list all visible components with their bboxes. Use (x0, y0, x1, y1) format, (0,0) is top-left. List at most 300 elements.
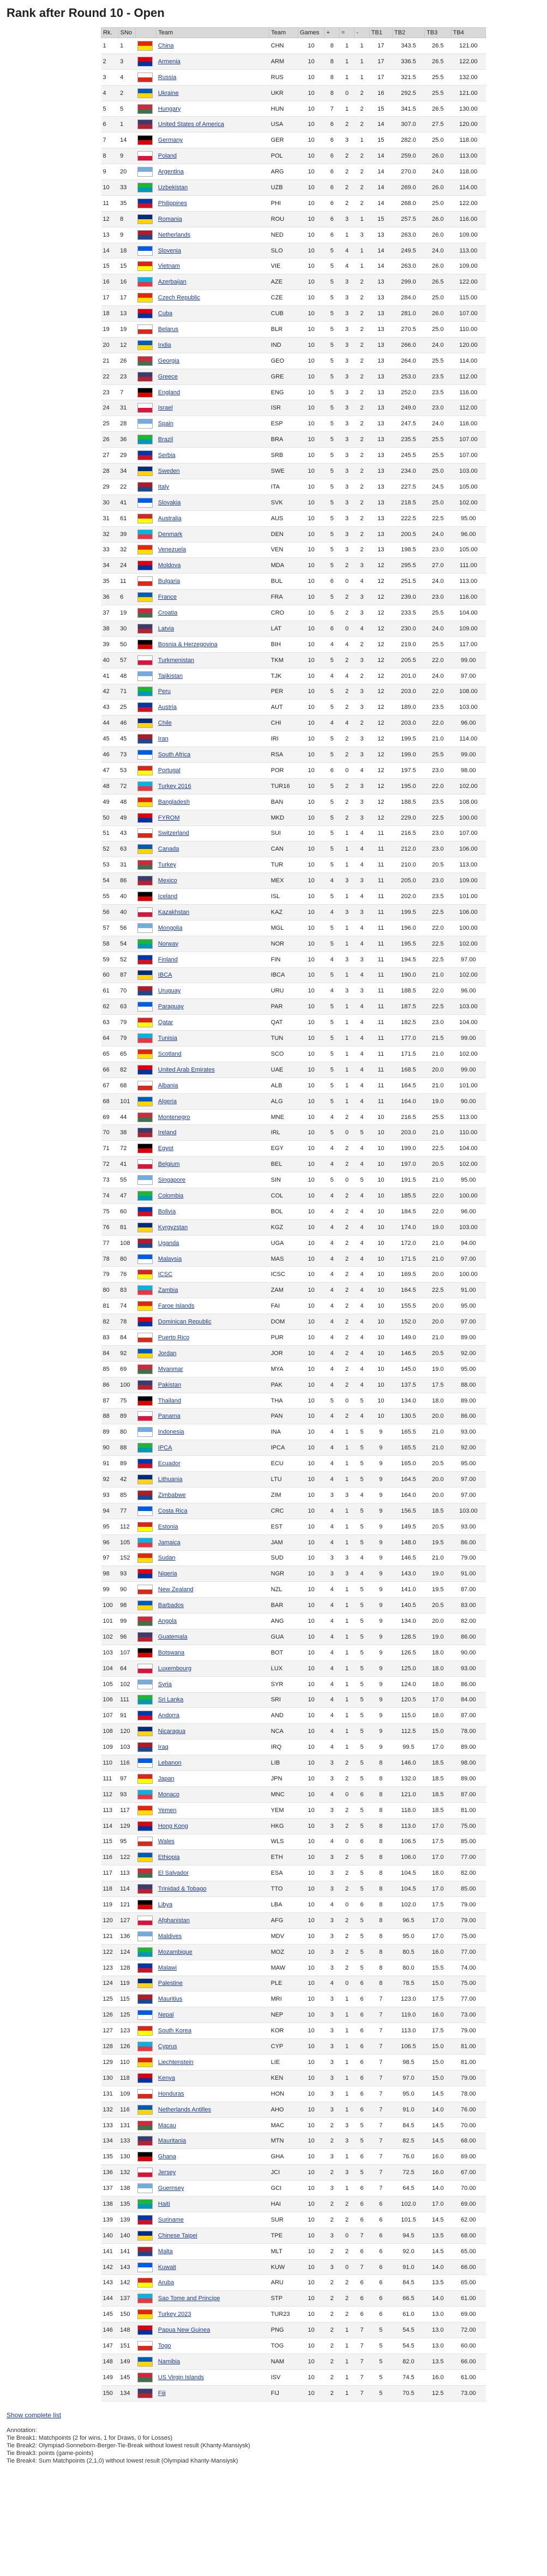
team-link[interactable]: Dominican Republic (158, 1319, 212, 1326)
table-cell: 3 (339, 495, 354, 510)
table-cell: 4 (354, 1330, 369, 1346)
team-link[interactable]: Papua New Guinea (158, 2327, 211, 2334)
team-link[interactable]: South Korea (158, 2027, 191, 2035)
team-link[interactable]: Vietnam (158, 263, 180, 270)
table-cell: 19.0 (425, 1361, 452, 1377)
team-link[interactable]: Hong Kong (158, 1822, 188, 1829)
table-cell: SCO (269, 1046, 298, 1062)
table-cell: 10 (298, 904, 324, 920)
flag-cell (136, 762, 157, 778)
team-link[interactable]: Myanmar (158, 1365, 183, 1373)
flag-icon (137, 1837, 153, 1846)
team-link[interactable]: Nigeria (158, 1570, 177, 1578)
table-cell: 202.0 (392, 889, 424, 905)
team-link[interactable]: England (158, 389, 181, 396)
team-link[interactable]: Ethiopia (158, 1854, 180, 1861)
team-link[interactable]: Jordan (158, 1350, 177, 1357)
table-cell: 4 (354, 1361, 369, 1377)
team-link[interactable]: Wales (158, 1838, 175, 1845)
table-cell: 10 (298, 1345, 324, 1361)
team-link[interactable]: Liechtenstein (158, 2059, 194, 2066)
team-link[interactable]: Portugal (158, 767, 181, 774)
team-link[interactable]: Greece (158, 373, 178, 380)
table-row (101, 306, 486, 322)
table-cell: 9 (369, 1708, 392, 1724)
table-cell: TKM (269, 652, 298, 668)
team-link[interactable]: Trinidad & Tobago (158, 1886, 207, 1893)
table-row (101, 117, 486, 133)
team-link[interactable]: Pakistan (158, 1381, 181, 1388)
team-link[interactable]: Denmark (158, 531, 183, 538)
table-cell: SUR (269, 2212, 298, 2228)
team-link[interactable]: Yemen (158, 1807, 177, 1814)
team-link[interactable]: New Zealand (158, 1586, 194, 1593)
team-link[interactable]: Haiti (158, 2200, 170, 2207)
flag-icon (137, 2136, 153, 2146)
team-link[interactable]: US Virgin Islands (158, 2374, 204, 2381)
table-cell: 4 (354, 1046, 369, 1062)
team-link[interactable]: Japan (158, 1775, 175, 1782)
table-cell: 93.00 (451, 1424, 485, 1440)
team-name-cell (157, 715, 269, 731)
team-link[interactable]: Suriname (158, 2216, 184, 2223)
team-link[interactable]: Belarus (158, 326, 179, 333)
table-cell: 321.5 (392, 69, 424, 85)
table-cell: 10 (298, 936, 324, 952)
team-link[interactable]: Malta (158, 2248, 173, 2255)
flag-icon (137, 1143, 153, 1153)
team-link[interactable]: Armenia (158, 58, 181, 65)
team-link[interactable]: Serbia (158, 452, 176, 459)
team-link[interactable]: Iceland (158, 893, 178, 900)
table-row (101, 2385, 486, 2401)
table-cell: 10 (298, 1235, 324, 1251)
team-link[interactable]: Norway (158, 940, 179, 947)
team-link[interactable]: Ukraine (158, 89, 179, 97)
table-cell: 4 (354, 1062, 369, 1078)
team-link[interactable]: Mexico (158, 877, 177, 884)
team-link[interactable]: Estonia (158, 1523, 178, 1530)
table-cell: 10 (298, 2307, 324, 2322)
table-cell: EST (269, 1519, 298, 1534)
table-cell: 10 (298, 1645, 324, 1660)
table-cell: 252.0 (392, 384, 424, 400)
table-cell: 10 (298, 2117, 324, 2133)
team-link[interactable]: Singapore (158, 1177, 185, 1184)
team-link[interactable]: Philippines (158, 200, 187, 207)
team-link[interactable]: Brazil (158, 436, 173, 443)
team-link[interactable]: Algeria (158, 1098, 177, 1105)
team-link[interactable]: Netherlands Antilles (158, 2106, 212, 2113)
table-row (101, 1440, 486, 1456)
table-cell: 6 (354, 1991, 369, 2007)
team-link[interactable]: Zimbabwe (158, 1491, 186, 1498)
team-link[interactable]: Turkey (158, 862, 177, 869)
table-cell: 79.00 (451, 2070, 485, 2086)
team-name-cell (157, 448, 269, 464)
table-cell: CYP (269, 2039, 298, 2055)
table-cell: 259.0 (392, 148, 424, 164)
team-link[interactable]: Zambia (158, 1287, 178, 1294)
table-cell: 10 (298, 1015, 324, 1031)
team-link[interactable]: Palestine (158, 1980, 183, 1987)
team-link[interactable]: Costa Rica (158, 1507, 188, 1514)
team-link[interactable]: Uruguay (158, 988, 181, 995)
table-cell: 121.00 (451, 38, 485, 54)
team-link[interactable]: Turkmenistan (158, 657, 195, 664)
team-link[interactable]: Georgia (158, 357, 179, 364)
team-link[interactable]: Jamaica (158, 1539, 181, 1546)
flag-icon (137, 529, 153, 539)
team-link[interactable]: Togo (158, 2342, 171, 2349)
table-cell: 219.0 (392, 636, 424, 652)
flag-cell (136, 448, 157, 464)
table-cell: 3 (339, 983, 354, 999)
table-cell: 4 (324, 715, 339, 731)
team-link[interactable]: Italy (158, 483, 169, 490)
table-cell: 65.00 (451, 2275, 485, 2291)
team-link[interactable]: Afghanistan (158, 1917, 190, 1924)
team-link[interactable]: Sweden (158, 467, 180, 474)
team-link[interactable]: Ecuador (158, 1460, 181, 1467)
table-cell: 7 (369, 1991, 392, 2007)
table-cell: 1 (339, 1660, 354, 1676)
team-link[interactable]: Australia (158, 515, 182, 522)
team-link[interactable]: Faroe Islands (158, 1303, 195, 1310)
team-link[interactable]: Peru (158, 688, 171, 695)
table-cell: 2 (324, 2354, 339, 2369)
team-link[interactable]: Malawi (158, 1964, 177, 1971)
table-cell: 149.5 (392, 1519, 424, 1534)
table-cell: 336.5 (392, 53, 424, 69)
team-link[interactable]: Iraq (158, 1744, 169, 1751)
flag-icon (137, 1553, 153, 1563)
table-cell: 17 (369, 38, 392, 54)
table-cell: 4 (324, 1345, 339, 1361)
team-link[interactable]: Ireland (158, 1129, 177, 1136)
table-cell: 5 (324, 384, 339, 400)
table-cell: 10 (298, 2291, 324, 2307)
team-link[interactable]: Kuwait (158, 2264, 176, 2271)
table-cell: 147 (101, 2338, 119, 2354)
team-link[interactable]: Bolivia (158, 1208, 176, 1215)
table-cell: 17.5 (425, 1991, 452, 2007)
table-cell: 10 (298, 510, 324, 526)
table-cell: 67 (101, 1078, 119, 1093)
team-link[interactable]: Namibia (158, 2358, 181, 2365)
table-cell: 4 (324, 1692, 339, 1708)
table-cell: 3 (354, 747, 369, 763)
table-cell: 197.0 (392, 1157, 424, 1172)
team-link[interactable]: Macau (158, 2122, 176, 2129)
team-link[interactable]: India (158, 341, 171, 348)
table-cell: 1 (339, 920, 354, 936)
table-row (101, 1219, 486, 1235)
team-link[interactable]: Germany (158, 137, 183, 144)
team-link[interactable]: Andorra (158, 1712, 179, 1719)
team-link[interactable]: China (158, 42, 174, 49)
team-link[interactable]: United Arab Emirates (158, 1066, 215, 1073)
team-link[interactable]: Montenegro (158, 1114, 190, 1121)
team-link[interactable]: Mongolia (158, 924, 183, 931)
flag-cell (136, 322, 157, 338)
team-link[interactable]: Poland (158, 153, 177, 160)
table-cell: 21.0 (425, 1125, 452, 1141)
team-link[interactable]: Luxembourg (158, 1665, 191, 1672)
team-name-cell (157, 1740, 269, 1755)
team-link[interactable]: Canada (158, 846, 179, 853)
flag-icon (137, 1616, 153, 1626)
team-name-cell (157, 1755, 269, 1771)
table-cell: 4 (354, 762, 369, 778)
table-cell: 22.0 (425, 920, 452, 936)
team-link[interactable]: Kazakhstan (158, 908, 190, 916)
table-cell: 10 (298, 684, 324, 700)
team-link[interactable]: Tunisia (158, 1035, 177, 1042)
table-cell: 118 (101, 1881, 119, 1897)
team-link[interactable]: Turkey 2016 (158, 783, 191, 790)
team-name-cell (157, 1534, 269, 1550)
table-cell: 12 (369, 589, 392, 605)
team-link[interactable]: Israel (158, 405, 173, 412)
table-cell: 102.00 (451, 936, 485, 952)
table-cell: 134 (118, 2385, 136, 2401)
table-cell: 13 (369, 448, 392, 464)
team-link[interactable]: Bosnia & Herzegovina (158, 641, 218, 648)
table-cell: ITA (269, 479, 298, 495)
team-link[interactable]: Maldives (158, 1933, 182, 1940)
flag-cell (136, 1031, 157, 1046)
table-cell: 10 (298, 621, 324, 636)
team-link[interactable]: Russia (158, 74, 177, 81)
team-name-cell (157, 1629, 269, 1645)
table-cell: 145 (118, 2369, 136, 2385)
table-cell: 146 (101, 2322, 119, 2338)
table-cell: 5 (324, 369, 339, 384)
flag-icon (137, 608, 153, 618)
table-cell: 137.5 (392, 1377, 424, 1393)
table-cell: 3 (354, 589, 369, 605)
team-link[interactable]: Bulgaria (158, 578, 181, 585)
table-cell: 139 (101, 2212, 119, 2228)
team-link[interactable]: Guernsey (158, 2185, 184, 2192)
team-link[interactable]: Czech Republic (158, 294, 200, 302)
team-link[interactable]: Monaco (158, 1791, 179, 1798)
flag-icon (137, 1978, 153, 1988)
team-link[interactable]: El Salvador (158, 1870, 189, 1877)
team-link[interactable]: Syria (158, 1681, 172, 1688)
team-link[interactable]: Aruba (158, 2279, 175, 2286)
team-link[interactable]: Mauritius (158, 1996, 183, 2003)
team-link[interactable]: Paraguay (158, 1003, 184, 1010)
team-link[interactable]: Puerto Rico (158, 1334, 190, 1341)
team-link[interactable]: Malaysia (158, 1255, 182, 1262)
table-cell: 5 (324, 605, 339, 621)
team-link[interactable]: Argentina (158, 168, 184, 176)
table-cell: 130.5 (392, 1409, 424, 1424)
column-header: + (324, 28, 339, 38)
team-link[interactable]: Uzbekistan (158, 184, 188, 191)
team-link[interactable]: Angola (158, 1618, 177, 1624)
table-row (101, 1755, 486, 1771)
team-name-cell (157, 904, 269, 920)
team-link[interactable]: Tajikistan (158, 672, 183, 679)
table-cell: 25.5 (425, 747, 452, 763)
team-link[interactable]: Latvia (158, 625, 175, 632)
table-cell: 15 (101, 258, 119, 274)
table-cell: 11 (369, 826, 392, 841)
team-link[interactable]: IBCA (158, 972, 172, 979)
team-link[interactable]: Kenya (158, 2074, 175, 2081)
team-name-cell (157, 526, 269, 542)
team-link[interactable]: Kyrgyzstan (158, 1224, 188, 1231)
team-link[interactable]: Lebanon (158, 1760, 182, 1767)
table-cell: 5 (354, 1676, 369, 1692)
team-link[interactable]: Lithuania (158, 1476, 183, 1483)
team-name-cell (157, 2307, 269, 2322)
table-cell: 10 (298, 715, 324, 731)
table-cell: 66 (101, 1062, 119, 1078)
team-link[interactable]: Guatemala (158, 1633, 188, 1640)
table-cell: 0 (339, 85, 354, 101)
table-cell: 9 (369, 1503, 392, 1519)
table-cell: 299.0 (392, 274, 424, 290)
team-link[interactable]: Libya (158, 1901, 173, 1909)
table-row (101, 2243, 486, 2259)
team-link[interactable]: Scotland (158, 1050, 182, 1057)
team-link[interactable]: Belgium (158, 1161, 180, 1168)
table-cell: 199.5 (392, 904, 424, 920)
table-cell: 5 (324, 1046, 339, 1062)
team-link[interactable]: Fiji (158, 2390, 166, 2397)
table-cell: 11 (369, 1078, 392, 1093)
team-link[interactable]: Indonesia (158, 1429, 184, 1436)
team-link[interactable]: Sri Lanka (158, 1696, 184, 1704)
table-cell: HAI (269, 2196, 298, 2212)
team-link[interactable]: Croatia (158, 610, 178, 616)
flag-icon (137, 2247, 153, 2256)
team-link[interactable]: France (158, 594, 177, 601)
team-link[interactable]: Spain (158, 420, 173, 428)
team-name-cell (157, 589, 269, 605)
team-link[interactable]: Botswana (158, 1649, 185, 1656)
team-link[interactable]: Thailand (158, 1397, 181, 1404)
team-link[interactable]: United States of America (158, 121, 224, 128)
team-link[interactable]: Sao Tome and Principe (158, 2295, 220, 2302)
team-link[interactable]: Barbados (158, 1602, 184, 1609)
table-cell: SRI (269, 1692, 298, 1708)
flag-icon (137, 151, 153, 161)
team-name-cell (157, 464, 269, 479)
team-link[interactable]: Chinese Taipei (158, 2232, 197, 2239)
team-link[interactable]: Romania (158, 215, 182, 222)
team-name-cell (157, 1676, 269, 1692)
team-link[interactable]: FYROM (158, 814, 180, 821)
team-link[interactable]: Egypt (158, 1145, 173, 1152)
team-link[interactable]: Colombia (158, 1192, 184, 1199)
team-name-cell (157, 2055, 269, 2071)
table-cell: 113.00 (451, 243, 485, 258)
table-row (101, 1771, 486, 1786)
table-cell: 10 (298, 384, 324, 400)
table-row (101, 652, 486, 668)
flag-cell (136, 1046, 157, 1062)
table-cell: 4 (324, 1377, 339, 1393)
team-link[interactable]: Azerbaijan (158, 279, 187, 286)
show-complete-list-link[interactable]: Show complete list (7, 2411, 62, 2419)
team-link[interactable]: Jersey (158, 2169, 176, 2176)
team-link[interactable]: Mozambique (158, 1948, 193, 1955)
table-cell: 3 (324, 1755, 339, 1771)
table-row (101, 2133, 486, 2149)
team-link[interactable]: Sudan (158, 1555, 176, 1562)
table-cell: 2 (354, 180, 369, 196)
team-link[interactable]: Chile (158, 720, 172, 727)
table-cell: 171.5 (392, 1046, 424, 1062)
team-link[interactable]: Switzerland (158, 830, 189, 837)
table-cell: 11 (369, 1031, 392, 1046)
table-cell: MGL (269, 920, 298, 936)
table-cell: 2 (324, 2165, 339, 2181)
table-cell: 0 (339, 1393, 354, 1409)
table-cell: 66.00 (451, 2259, 485, 2275)
flag-cell (136, 1377, 157, 1393)
team-link[interactable]: Panama (158, 1413, 181, 1420)
team-link[interactable]: Finland (158, 956, 178, 963)
team-link[interactable]: ICSC (158, 1271, 173, 1278)
team-link[interactable]: Venezuela (158, 546, 187, 553)
table-cell: 4 (101, 85, 119, 101)
flag-cell (136, 1424, 157, 1440)
team-link[interactable]: Qatar (158, 1019, 173, 1026)
table-cell: 71 (118, 684, 136, 700)
team-link[interactable]: Slovenia (158, 247, 181, 254)
team-link[interactable]: Nicaragua (158, 1728, 185, 1735)
team-link[interactable]: Albania (158, 1082, 178, 1089)
team-link[interactable]: Slovakia (158, 499, 181, 506)
team-link[interactable]: Netherlands (158, 231, 191, 238)
team-link[interactable]: Austria (158, 704, 177, 711)
team-link[interactable]: Mauritania (158, 2138, 187, 2145)
table-cell: 8 (369, 1834, 392, 1850)
table-cell: 3 (339, 211, 354, 227)
flag-icon (137, 1852, 153, 1862)
table-cell: 89.00 (451, 1740, 485, 1755)
table-cell: 3 (339, 322, 354, 338)
team-link[interactable]: Cuba (158, 310, 173, 317)
team-link[interactable]: Nepal (158, 2012, 174, 2019)
team-link[interactable]: Turkey 2023 (158, 2311, 191, 2318)
table-cell: 40 (118, 904, 136, 920)
team-link[interactable]: Ghana (158, 2153, 176, 2160)
team-link[interactable]: Uganda (158, 1239, 179, 1247)
team-link[interactable]: Moldova (158, 562, 181, 569)
table-cell: 17.0 (425, 1850, 452, 1865)
team-link[interactable]: IPCA (158, 1445, 172, 1452)
table-row (101, 1519, 486, 1534)
team-link[interactable]: Cyprus (158, 2043, 177, 2050)
team-link[interactable]: Hungary (158, 105, 181, 112)
table-cell: 1 (339, 967, 354, 983)
table-cell: 135 (101, 2149, 119, 2165)
team-link[interactable]: Honduras (158, 2090, 184, 2097)
table-cell: 5 (354, 1440, 369, 1456)
team-link[interactable]: Bangladesh (158, 798, 190, 805)
team-link[interactable]: Iran (158, 736, 169, 743)
table-cell: 85 (101, 1361, 119, 1377)
table-cell: 3 (354, 778, 369, 794)
team-link[interactable]: South Africa (158, 751, 191, 759)
